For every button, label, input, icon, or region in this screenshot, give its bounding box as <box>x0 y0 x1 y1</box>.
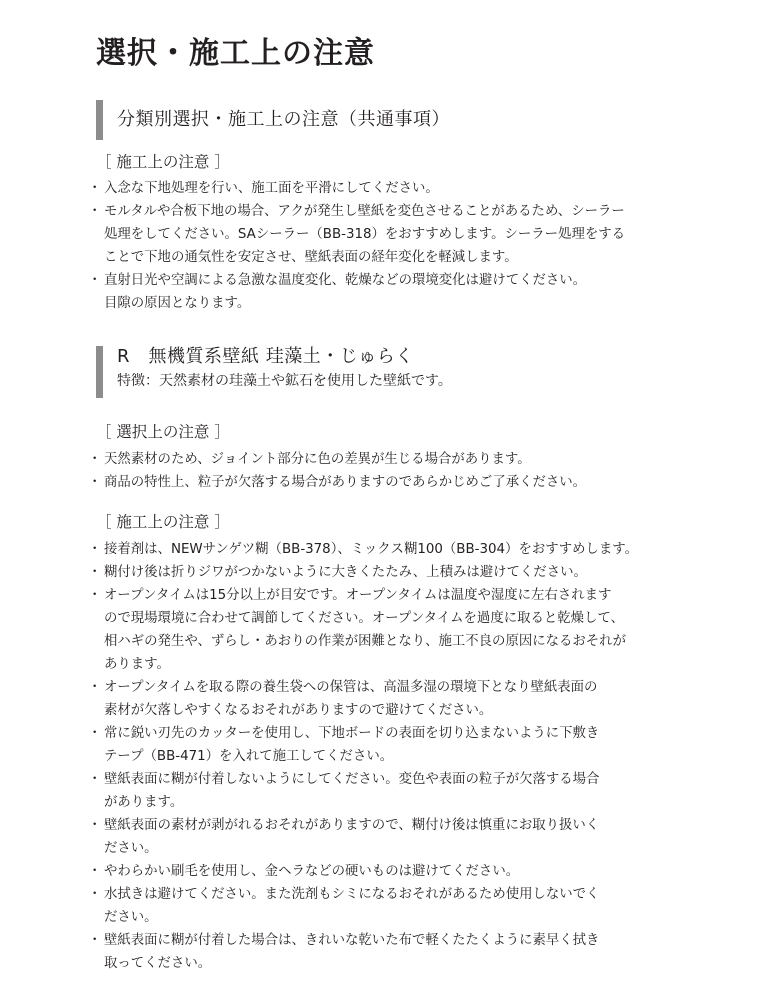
list-item <box>92 676 692 722</box>
list-item-line: ださい。 <box>104 910 158 925</box>
list-item <box>92 269 692 315</box>
subheading-construction-common: ［ 施工上の注意 ］ <box>96 153 230 171</box>
bullet-list-construction <box>92 538 692 975</box>
list-item-line: ・ 壁紙表面の素材が剥がれるおそれがありますので、糊付け後は慎重にお取り扱いく <box>104 818 600 833</box>
section-header-common <box>96 100 450 140</box>
list-item <box>92 929 692 975</box>
list-item-line: ・ 壁紙表面に糊が付着した場合は、きれいな乾いた布で軽くたたくように素早く拭き <box>104 933 600 948</box>
list-item <box>92 538 692 561</box>
list-item-line: ことで下地の通気性を安定させ、壁紙表面の経年変化を軽減します。 <box>104 250 518 265</box>
list-item <box>92 768 692 814</box>
list-item-line: ださい。 <box>104 841 158 856</box>
list-item-line: ので現場環境に合わせて調節してください。オープンタイムを過度に取ると乾燥して、 <box>104 611 624 626</box>
list-item-line: ・ 商品の特性上、粒子が欠落する場合がありますのであらかじめご了承ください。 <box>104 475 587 490</box>
list-item-line: ・ モルタルや合板下地の場合、アクが発生し壁紙を変色させることがあるため、シーラー <box>104 204 625 219</box>
list-item-line: ・ 常に鋭い刃先のカッターを使用し、下地ボードの表面を切り込まないように下敷き <box>104 726 600 741</box>
list-item-line: ・ 糊付け後は折りジワがつかないように大きくたたみ、上積みは避けてください。 <box>104 565 587 580</box>
list-item <box>92 722 692 768</box>
list-item <box>92 814 692 860</box>
list-item <box>92 561 692 584</box>
subheading-construction: ［ 施工上の注意 ］ <box>96 513 230 531</box>
section-title: R 無機質系壁紙 珪藻土・じゅらく <box>117 346 414 367</box>
list-item-line: 取ってください。 <box>104 956 212 971</box>
bullet-list-common <box>92 177 692 315</box>
section-header-inorganic <box>96 346 452 398</box>
list-item-line: ・ 接着剤は、NEWサンゲツ糊（BB-378）、ミックス糊100（BB-304）をおすすめします。 <box>104 542 639 557</box>
list-item-line: 相ハギの発生や、ずらし・あおりの作業が困難となり、施工不良の原因になるおそれが <box>104 634 626 649</box>
list-item-line: ・ オープンタイムを取る際の養生袋への保管は、高温多湿の環境下となり壁紙表面の <box>104 680 598 695</box>
list-item <box>92 177 692 200</box>
list-item-line: 素材が欠落しやすくなるおそれがありますので避けてください。 <box>104 703 493 718</box>
list-item-line: ・ 直射日光や空調による急激な温度変化、乾燥などの環境変化は避けてください。 <box>104 273 587 288</box>
list-item <box>92 200 692 269</box>
list-item <box>92 584 692 676</box>
list-item-line: ・ 壁紙表面に糊が付着しないようにしてください。変色や表面の粒子が欠落する場合 <box>104 772 600 787</box>
subheading-selection: ［ 選択上の注意 ］ <box>96 423 230 441</box>
list-item-line: 処理をしてください。SAシーラー（BB-318）をおすすめします。シーラー処理をする <box>104 227 626 242</box>
bullet-list-selection <box>92 448 692 494</box>
list-item <box>92 860 692 883</box>
list-item-line: ・ 天然素材のため、ジョイント部分に色の差異が生じる場合があります。 <box>104 452 531 467</box>
list-item-line: ・ 水拭きは避けてください。また洗剤もシミになるおそれがあるため使用しないでく <box>104 887 600 902</box>
list-item <box>92 883 692 929</box>
list-item <box>92 471 692 494</box>
list-item-line: があります。 <box>104 795 184 810</box>
section-title: 分類別選択・施工上の注意（共通事項） <box>117 109 450 130</box>
list-item-line: ・ やわらかい刷毛を使用し、金ヘラなどの硬いものは避けてください。 <box>104 864 520 879</box>
list-item-line: テープ（BB-471）を入れて施工してください。 <box>104 749 394 764</box>
list-item-line: ・ 入念な下地処理を行い、施工面を平滑にしてください。 <box>104 181 439 196</box>
section-subtitle: 特徴：天然素材の珪藻土や鉱石を使用した壁紙です。 <box>117 373 452 389</box>
list-item-line: 目隙の原因となります。 <box>104 296 251 311</box>
list-item-line: ・ オープンタイムは15分以上が目安です。オープンタイムは温度や湿度に左右されます <box>104 588 612 603</box>
list-item <box>92 448 692 471</box>
list-item-line: あります。 <box>104 657 170 672</box>
page-title: 選択・施工上の注意 <box>96 36 375 71</box>
